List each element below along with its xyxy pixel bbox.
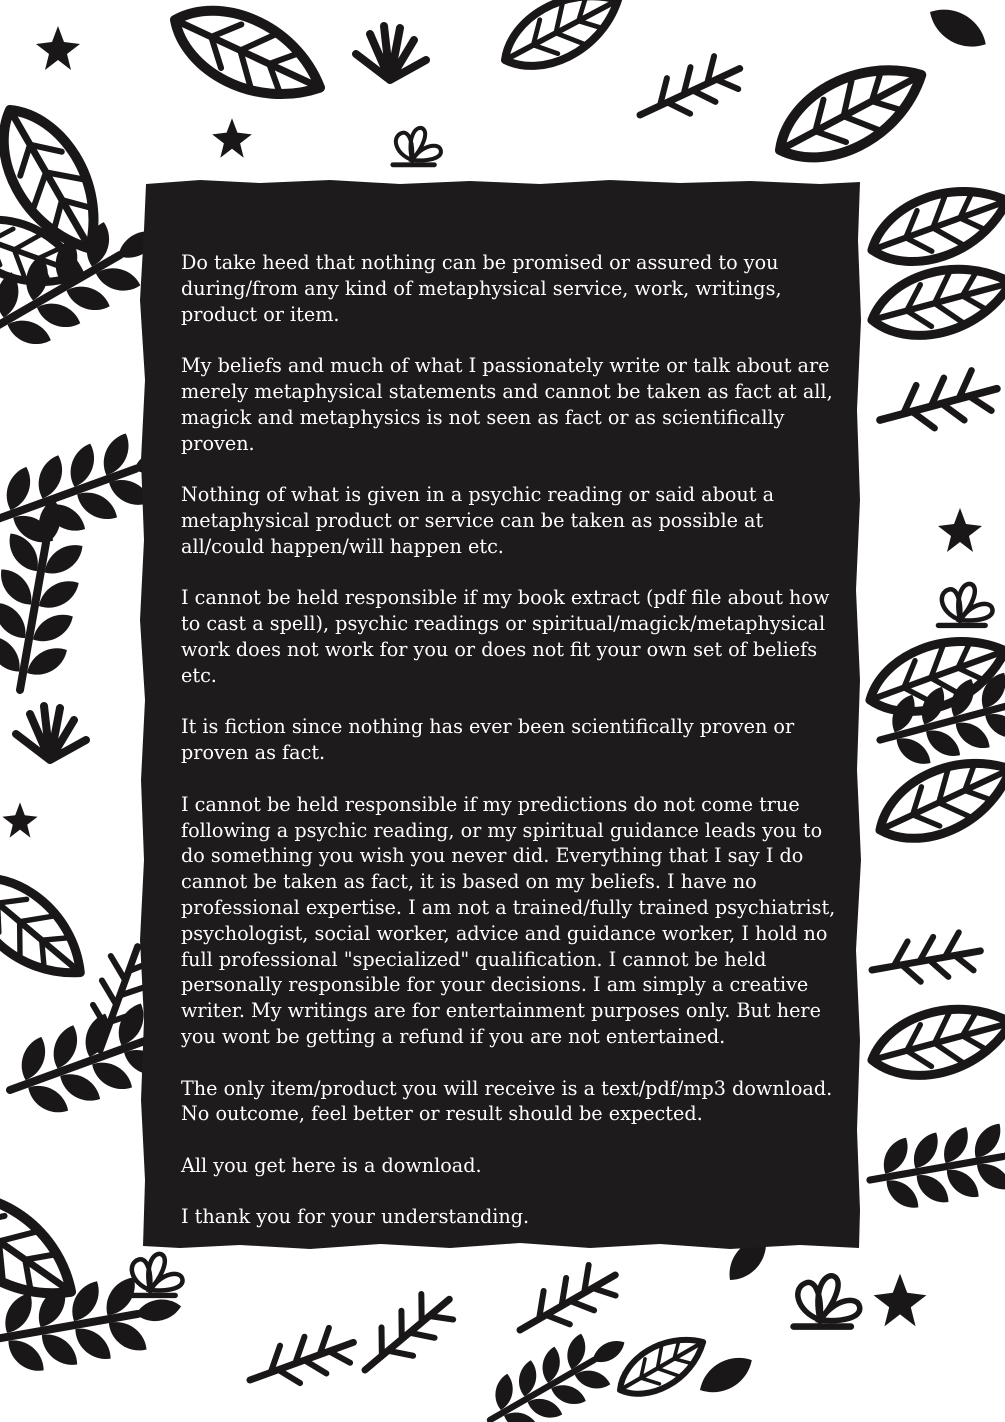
paragraph-download: All you get here is a download. xyxy=(181,1153,482,1177)
paragraph-predictions: I cannot be held responsible if my predictions do not come true following a psychic reading, or my spiritual guidance leads you to do something you wish you never did. Everything that I say I do cannot be taken as fact, it is based on my beliefs. I have no professional expertise. I am not a trained/fully trained psychiatrist, psychologist, social worker, advice and guidance worker, I hold no full professional "specialized" qualification. I cannot be held personally responsible for your decisions. I am simply a creative writer. My writings are for entertainment purposes only. But here you wont be getting a refund if you are not entertained. xyxy=(181,792,836,1048)
paragraph-thanks: I thank you for your understanding. xyxy=(181,1205,530,1229)
paragraph-psychic-reading: Nothing of what is given in a psychic reading or said about a metaphysical product or service can be taken as possible at all/could happen/will happen etc. xyxy=(181,483,775,558)
paragraph-no-promises: Do take heed that nothing can be promised or assured to you during/from any kind of metaphysical service, work, writings, product or item. xyxy=(181,251,782,326)
paragraph-download-only: The only item/product you will receive is a text/pdf/mp3 download. No outcome, feel better or result should be expected. xyxy=(181,1076,833,1126)
paragraph-beliefs: My beliefs and much of what I passionately write or talk about are merely metaphysical statements and cannot be taken as fact at all, magick and metaphysics is not seen as fact or as scientifically proven. xyxy=(181,354,833,455)
disclaimer-panel xyxy=(140,180,862,1250)
paragraph-responsibility: I cannot be held responsible if my book extract (pdf file about how to cast a spell), psychic readings or spiritual/magick/metaphysical work does not work for you or does not fit your own set of beliefs etc. xyxy=(181,586,830,687)
disclaimer-text xyxy=(181,250,836,1256)
paragraph-fiction: It is fiction since nothing has ever been scientifically proven or proven as fact. xyxy=(181,715,795,765)
